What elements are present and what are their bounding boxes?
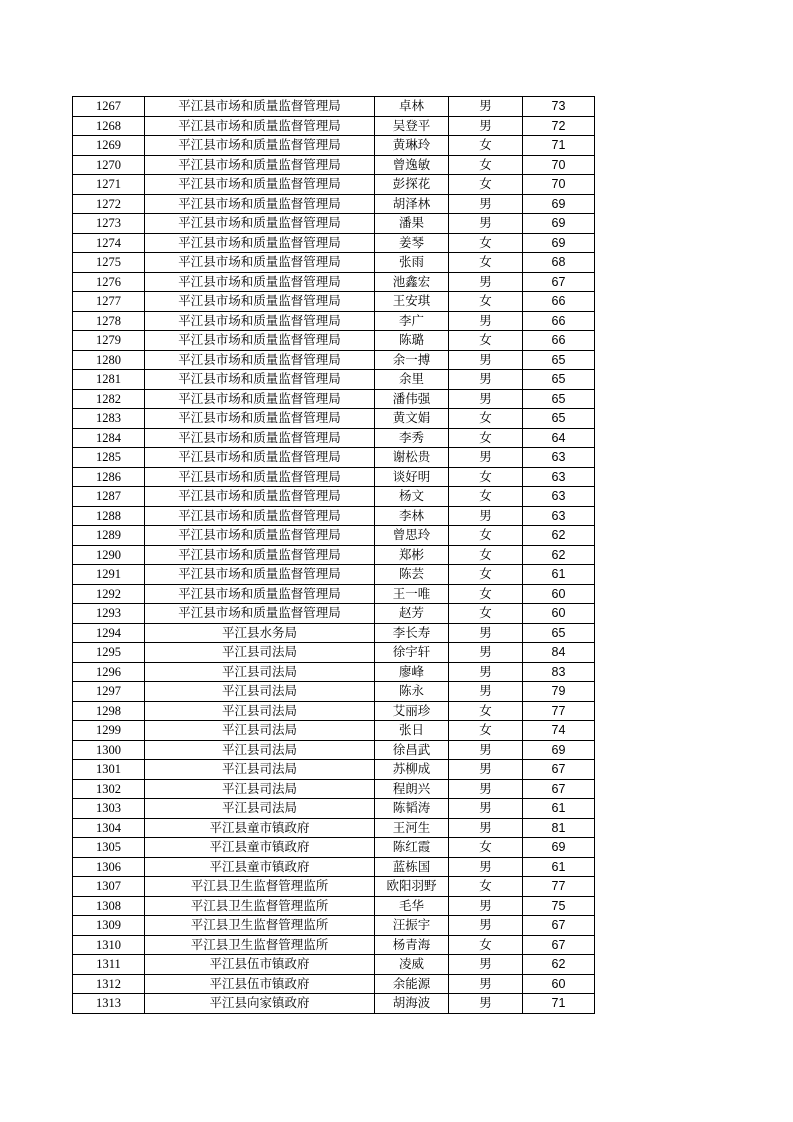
- organization-cell: 平江县市场和质量监督管理局: [145, 448, 375, 468]
- name-cell: 黄文娟: [375, 409, 449, 429]
- row-number-cell: 1277: [73, 292, 145, 312]
- table-row: [73, 662, 595, 682]
- table-row: [73, 818, 595, 838]
- score-cell: 67: [523, 935, 595, 955]
- table-row: [73, 487, 595, 507]
- gender-cell: 女: [449, 292, 523, 312]
- name-cell: 余一搏: [375, 350, 449, 370]
- gender-cell: 男: [449, 311, 523, 331]
- row-number-cell: 1281: [73, 370, 145, 390]
- row-number-cell: 1296: [73, 662, 145, 682]
- row-number-cell: 1311: [73, 955, 145, 975]
- name-cell: 王一唯: [375, 584, 449, 604]
- score-cell: 62: [523, 955, 595, 975]
- row-number-cell: 1278: [73, 311, 145, 331]
- gender-cell: 男: [449, 389, 523, 409]
- organization-cell: 平江县童市镇政府: [145, 838, 375, 858]
- name-cell: 王安琪: [375, 292, 449, 312]
- gender-cell: 男: [449, 370, 523, 390]
- table-row: [73, 779, 595, 799]
- row-number-cell: 1283: [73, 409, 145, 429]
- score-cell: 66: [523, 331, 595, 351]
- score-cell: 65: [523, 370, 595, 390]
- organization-cell: 平江县卫生监督管理监所: [145, 916, 375, 936]
- name-cell: 黄琳玲: [375, 136, 449, 156]
- name-cell: 陈韬涛: [375, 799, 449, 819]
- table-row: [73, 506, 595, 526]
- row-number-cell: 1309: [73, 916, 145, 936]
- name-cell: 徐昌武: [375, 740, 449, 760]
- name-cell: 姜琴: [375, 233, 449, 253]
- row-number-cell: 1286: [73, 467, 145, 487]
- gender-cell: 男: [449, 214, 523, 234]
- name-cell: 赵芳: [375, 604, 449, 624]
- organization-cell: 平江县市场和质量监督管理局: [145, 175, 375, 195]
- score-cell: 69: [523, 233, 595, 253]
- row-number-cell: 1274: [73, 233, 145, 253]
- gender-cell: 男: [449, 955, 523, 975]
- row-number-cell: 1271: [73, 175, 145, 195]
- name-cell: 王河生: [375, 818, 449, 838]
- name-cell: 潘果: [375, 214, 449, 234]
- organization-cell: 平江县司法局: [145, 799, 375, 819]
- gender-cell: 男: [449, 506, 523, 526]
- gender-cell: 女: [449, 428, 523, 448]
- row-number-cell: 1289: [73, 526, 145, 546]
- score-cell: 71: [523, 136, 595, 156]
- name-cell: 程朗兴: [375, 779, 449, 799]
- table-row: [73, 389, 595, 409]
- name-cell: 谢松贵: [375, 448, 449, 468]
- name-cell: 池鑫宏: [375, 272, 449, 292]
- row-number-cell: 1313: [73, 994, 145, 1014]
- name-cell: 徐宇轩: [375, 643, 449, 663]
- table-row: [73, 701, 595, 721]
- name-cell: 李林: [375, 506, 449, 526]
- row-number-cell: 1280: [73, 350, 145, 370]
- row-number-cell: 1270: [73, 155, 145, 175]
- score-cell: 84: [523, 643, 595, 663]
- gender-cell: 女: [449, 838, 523, 858]
- organization-cell: 平江县市场和质量监督管理局: [145, 487, 375, 507]
- name-cell: 陈芸: [375, 565, 449, 585]
- name-cell: 吴登平: [375, 116, 449, 136]
- score-cell: 67: [523, 272, 595, 292]
- table-row: [73, 253, 595, 273]
- score-cell: 65: [523, 389, 595, 409]
- score-cell: 62: [523, 526, 595, 546]
- row-number-cell: 1308: [73, 896, 145, 916]
- table-row: [73, 97, 595, 117]
- organization-cell: 平江县市场和质量监督管理局: [145, 565, 375, 585]
- name-cell: 彭探花: [375, 175, 449, 195]
- table-row: [73, 838, 595, 858]
- organization-cell: 平江县市场和质量监督管理局: [145, 311, 375, 331]
- table-row: [73, 311, 595, 331]
- name-cell: 李长寿: [375, 623, 449, 643]
- organization-cell: 平江县市场和质量监督管理局: [145, 116, 375, 136]
- row-number-cell: 1295: [73, 643, 145, 663]
- gender-cell: 女: [449, 136, 523, 156]
- name-cell: 杨文: [375, 487, 449, 507]
- table-row: [73, 116, 595, 136]
- gender-cell: 男: [449, 916, 523, 936]
- gender-cell: 男: [449, 896, 523, 916]
- row-number-cell: 1306: [73, 857, 145, 877]
- score-cell: 77: [523, 877, 595, 897]
- name-cell: 张日: [375, 721, 449, 741]
- organization-cell: 平江县卫生监督管理监所: [145, 896, 375, 916]
- score-cell: 70: [523, 175, 595, 195]
- score-cell: 65: [523, 409, 595, 429]
- gender-cell: 女: [449, 155, 523, 175]
- organization-cell: 平江县司法局: [145, 760, 375, 780]
- score-cell: 61: [523, 857, 595, 877]
- gender-cell: 男: [449, 643, 523, 663]
- row-number-cell: 1310: [73, 935, 145, 955]
- gender-cell: 男: [449, 682, 523, 702]
- organization-cell: 平江县市场和质量监督管理局: [145, 194, 375, 214]
- score-cell: 75: [523, 896, 595, 916]
- name-cell: 廖峰: [375, 662, 449, 682]
- name-cell: 凌威: [375, 955, 449, 975]
- table-body: [73, 97, 595, 1014]
- name-cell: 汪振宇: [375, 916, 449, 936]
- organization-cell: 平江县市场和质量监督管理局: [145, 389, 375, 409]
- row-number-cell: 1267: [73, 97, 145, 117]
- score-cell: 74: [523, 721, 595, 741]
- gender-cell: 女: [449, 565, 523, 585]
- row-number-cell: 1294: [73, 623, 145, 643]
- gender-cell: 男: [449, 448, 523, 468]
- row-number-cell: 1272: [73, 194, 145, 214]
- row-number-cell: 1275: [73, 253, 145, 273]
- gender-cell: 男: [449, 97, 523, 117]
- gender-cell: 女: [449, 409, 523, 429]
- organization-cell: 平江县市场和质量监督管理局: [145, 233, 375, 253]
- score-cell: 69: [523, 740, 595, 760]
- name-cell: 苏柳成: [375, 760, 449, 780]
- table-row: [73, 350, 595, 370]
- row-number-cell: 1273: [73, 214, 145, 234]
- row-number-cell: 1305: [73, 838, 145, 858]
- score-cell: 83: [523, 662, 595, 682]
- row-number-cell: 1288: [73, 506, 145, 526]
- score-cell: 69: [523, 838, 595, 858]
- name-cell: 郑彬: [375, 545, 449, 565]
- table-row: [73, 623, 595, 643]
- score-cell: 62: [523, 545, 595, 565]
- table-row: [73, 545, 595, 565]
- name-cell: 欧阳羽野: [375, 877, 449, 897]
- row-number-cell: 1293: [73, 604, 145, 624]
- organization-cell: 平江县市场和质量监督管理局: [145, 214, 375, 234]
- row-number-cell: 1269: [73, 136, 145, 156]
- organization-cell: 平江县司法局: [145, 779, 375, 799]
- score-cell: 79: [523, 682, 595, 702]
- name-cell: 胡泽林: [375, 194, 449, 214]
- organization-cell: 平江县市场和质量监督管理局: [145, 253, 375, 273]
- score-cell: 61: [523, 565, 595, 585]
- table-row: [73, 136, 595, 156]
- organization-cell: 平江县市场和质量监督管理局: [145, 350, 375, 370]
- table-row: [73, 857, 595, 877]
- row-number-cell: 1299: [73, 721, 145, 741]
- name-cell: 杨青海: [375, 935, 449, 955]
- row-number-cell: 1300: [73, 740, 145, 760]
- gender-cell: 女: [449, 487, 523, 507]
- row-number-cell: 1279: [73, 331, 145, 351]
- row-number-cell: 1298: [73, 701, 145, 721]
- organization-cell: 平江县市场和质量监督管理局: [145, 155, 375, 175]
- organization-cell: 平江县司法局: [145, 721, 375, 741]
- name-cell: 陈璐: [375, 331, 449, 351]
- table-row: [73, 896, 595, 916]
- score-cell: 60: [523, 604, 595, 624]
- gender-cell: 男: [449, 740, 523, 760]
- name-cell: 李秀: [375, 428, 449, 448]
- name-cell: 潘伟强: [375, 389, 449, 409]
- score-cell: 69: [523, 194, 595, 214]
- table-row: [73, 877, 595, 897]
- score-cell: 67: [523, 760, 595, 780]
- gender-cell: 男: [449, 779, 523, 799]
- organization-cell: 平江县司法局: [145, 682, 375, 702]
- name-cell: 陈永: [375, 682, 449, 702]
- table-row: [73, 370, 595, 390]
- row-number-cell: 1276: [73, 272, 145, 292]
- table-row: [73, 292, 595, 312]
- table-row: [73, 526, 595, 546]
- score-cell: 63: [523, 487, 595, 507]
- score-cell: 60: [523, 974, 595, 994]
- table-row: [73, 584, 595, 604]
- name-cell: 胡海波: [375, 994, 449, 1014]
- gender-cell: 男: [449, 974, 523, 994]
- name-cell: 卓林: [375, 97, 449, 117]
- organization-cell: 平江县市场和质量监督管理局: [145, 272, 375, 292]
- organization-cell: 平江县司法局: [145, 740, 375, 760]
- organization-cell: 平江县市场和质量监督管理局: [145, 506, 375, 526]
- organization-cell: 平江县司法局: [145, 701, 375, 721]
- table-row: [73, 740, 595, 760]
- table-row: [73, 175, 595, 195]
- score-cell: 60: [523, 584, 595, 604]
- score-cell: 63: [523, 467, 595, 487]
- table-row: [73, 604, 595, 624]
- row-number-cell: 1292: [73, 584, 145, 604]
- gender-cell: 男: [449, 818, 523, 838]
- gender-cell: 女: [449, 233, 523, 253]
- gender-cell: 男: [449, 116, 523, 136]
- name-cell: 蓝栋国: [375, 857, 449, 877]
- table-row: [73, 643, 595, 663]
- gender-cell: 女: [449, 721, 523, 741]
- name-cell: 曾逸敏: [375, 155, 449, 175]
- row-number-cell: 1303: [73, 799, 145, 819]
- name-cell: 艾丽珍: [375, 701, 449, 721]
- score-cell: 63: [523, 448, 595, 468]
- table-row: [73, 935, 595, 955]
- table-row: [73, 194, 595, 214]
- organization-cell: 平江县市场和质量监督管理局: [145, 467, 375, 487]
- score-cell: 72: [523, 116, 595, 136]
- organization-cell: 平江县伍市镇政府: [145, 974, 375, 994]
- score-cell: 77: [523, 701, 595, 721]
- table-row: [73, 994, 595, 1014]
- row-number-cell: 1302: [73, 779, 145, 799]
- gender-cell: 女: [449, 253, 523, 273]
- score-cell: 68: [523, 253, 595, 273]
- row-number-cell: 1285: [73, 448, 145, 468]
- table-row: [73, 155, 595, 175]
- name-cell: 张雨: [375, 253, 449, 273]
- organization-cell: 平江县市场和质量监督管理局: [145, 584, 375, 604]
- name-cell: 李广: [375, 311, 449, 331]
- gender-cell: 男: [449, 799, 523, 819]
- gender-cell: 女: [449, 467, 523, 487]
- score-cell: 81: [523, 818, 595, 838]
- table-row: [73, 682, 595, 702]
- row-number-cell: 1297: [73, 682, 145, 702]
- name-cell: 曾思玲: [375, 526, 449, 546]
- gender-cell: 男: [449, 760, 523, 780]
- name-cell: 余里: [375, 370, 449, 390]
- organization-cell: 平江县市场和质量监督管理局: [145, 97, 375, 117]
- table-row: [73, 272, 595, 292]
- organization-cell: 平江县市场和质量监督管理局: [145, 292, 375, 312]
- organization-cell: 平江县市场和质量监督管理局: [145, 428, 375, 448]
- gender-cell: 女: [449, 877, 523, 897]
- row-number-cell: 1284: [73, 428, 145, 448]
- score-cell: 63: [523, 506, 595, 526]
- score-cell: 73: [523, 97, 595, 117]
- gender-cell: 男: [449, 350, 523, 370]
- name-cell: 谈好明: [375, 467, 449, 487]
- gender-cell: 女: [449, 545, 523, 565]
- table-row: [73, 409, 595, 429]
- organization-cell: 平江县市场和质量监督管理局: [145, 136, 375, 156]
- organization-cell: 平江县市场和质量监督管理局: [145, 545, 375, 565]
- row-number-cell: 1304: [73, 818, 145, 838]
- organization-cell: 平江县市场和质量监督管理局: [145, 526, 375, 546]
- gender-cell: 男: [449, 623, 523, 643]
- score-cell: 67: [523, 916, 595, 936]
- table-row: [73, 721, 595, 741]
- organization-cell: 平江县司法局: [145, 662, 375, 682]
- gender-cell: 男: [449, 194, 523, 214]
- score-cell: 65: [523, 623, 595, 643]
- organization-cell: 平江县水务局: [145, 623, 375, 643]
- table-row: [73, 916, 595, 936]
- gender-cell: 女: [449, 175, 523, 195]
- gender-cell: 女: [449, 604, 523, 624]
- gender-cell: 男: [449, 994, 523, 1014]
- gender-cell: 男: [449, 272, 523, 292]
- score-cell: 66: [523, 292, 595, 312]
- score-cell: 65: [523, 350, 595, 370]
- table-row: [73, 214, 595, 234]
- table-row: [73, 974, 595, 994]
- score-cell: 71: [523, 994, 595, 1014]
- score-cell: 61: [523, 799, 595, 819]
- gender-cell: 女: [449, 331, 523, 351]
- row-number-cell: 1301: [73, 760, 145, 780]
- gender-cell: 女: [449, 584, 523, 604]
- row-number-cell: 1291: [73, 565, 145, 585]
- table-row: [73, 955, 595, 975]
- score-cell: 66: [523, 311, 595, 331]
- gender-cell: 男: [449, 857, 523, 877]
- row-number-cell: 1282: [73, 389, 145, 409]
- organization-cell: 平江县童市镇政府: [145, 857, 375, 877]
- organization-cell: 平江县伍市镇政府: [145, 955, 375, 975]
- organization-cell: 平江县市场和质量监督管理局: [145, 409, 375, 429]
- score-cell: 67: [523, 779, 595, 799]
- gender-cell: 女: [449, 701, 523, 721]
- name-cell: 余能源: [375, 974, 449, 994]
- gender-cell: 女: [449, 526, 523, 546]
- score-cell: 69: [523, 214, 595, 234]
- row-number-cell: 1312: [73, 974, 145, 994]
- name-cell: 毛华: [375, 896, 449, 916]
- organization-cell: 平江县司法局: [145, 643, 375, 663]
- table-row: [73, 331, 595, 351]
- results-table: [72, 96, 595, 1014]
- score-cell: 70: [523, 155, 595, 175]
- organization-cell: 平江县市场和质量监督管理局: [145, 370, 375, 390]
- gender-cell: 女: [449, 935, 523, 955]
- name-cell: 陈红霞: [375, 838, 449, 858]
- score-cell: 64: [523, 428, 595, 448]
- table-row: [73, 448, 595, 468]
- table-row: [73, 565, 595, 585]
- table-row: [73, 799, 595, 819]
- organization-cell: 平江县市场和质量监督管理局: [145, 331, 375, 351]
- organization-cell: 平江县卫生监督管理监所: [145, 877, 375, 897]
- organization-cell: 平江县市场和质量监督管理局: [145, 604, 375, 624]
- organization-cell: 平江县童市镇政府: [145, 818, 375, 838]
- organization-cell: 平江县向家镇政府: [145, 994, 375, 1014]
- row-number-cell: 1290: [73, 545, 145, 565]
- row-number-cell: 1287: [73, 487, 145, 507]
- gender-cell: 男: [449, 662, 523, 682]
- organization-cell: 平江县卫生监督管理监所: [145, 935, 375, 955]
- table-row: [73, 233, 595, 253]
- table-row: [73, 428, 595, 448]
- table-row: [73, 467, 595, 487]
- table-row: [73, 760, 595, 780]
- row-number-cell: 1268: [73, 116, 145, 136]
- row-number-cell: 1307: [73, 877, 145, 897]
